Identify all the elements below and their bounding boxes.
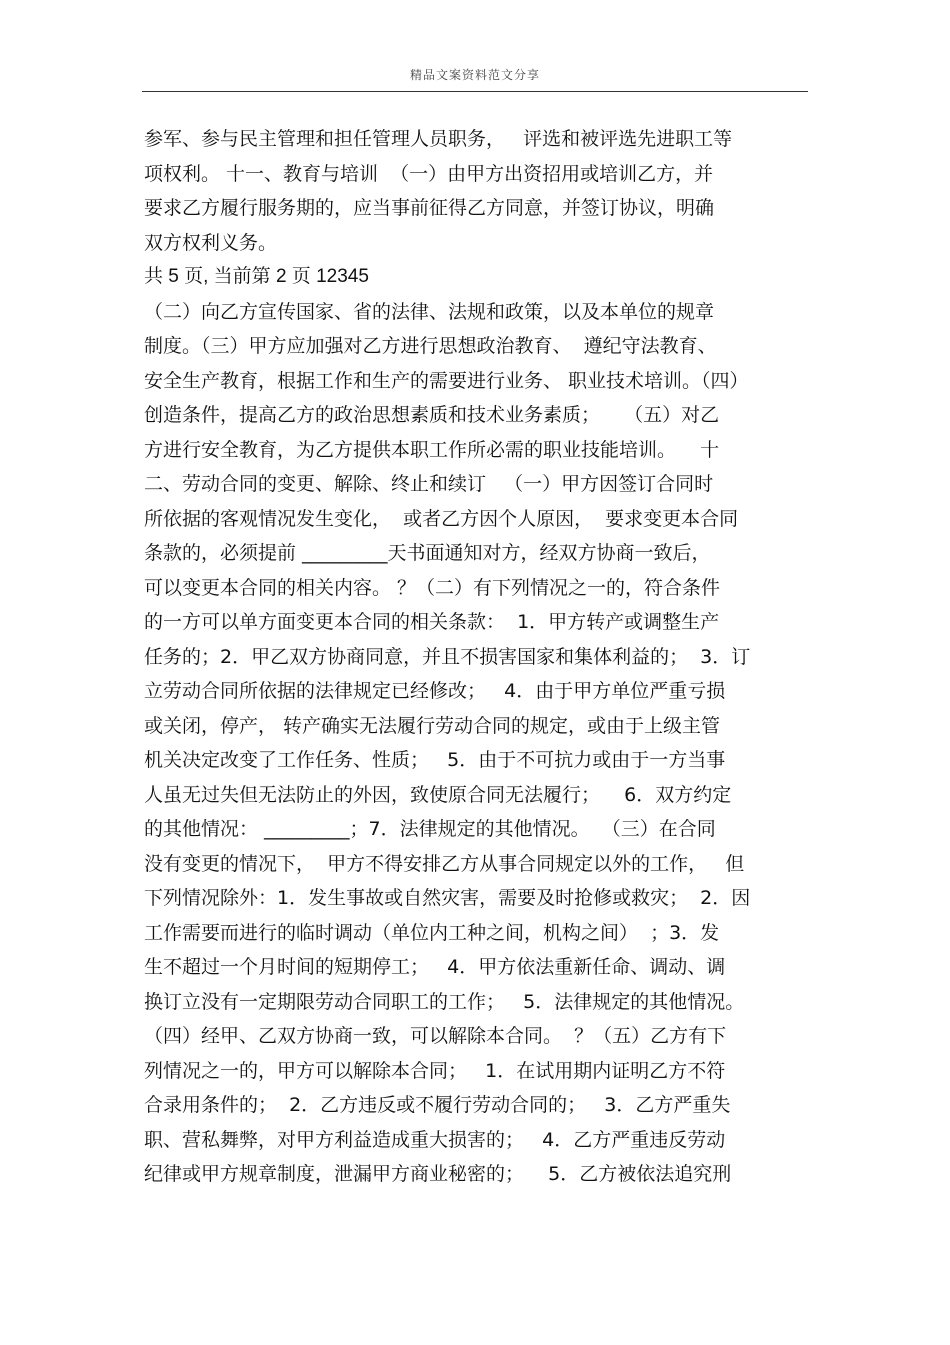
text-line: 要求乙方履行服务期的，应当事前征得乙方同意，并签订协议，明确 [144, 197, 715, 219]
text-line: 双方权利义务。 [144, 231, 278, 254]
text-line: 合录用条件的； 2．乙方违反或不履行劳动合同的； 3．乙方严重失 [144, 1094, 731, 1116]
text-line: 工作需要而进行的临时调动（单位内工种之间，机构之间） ；3．发 [144, 921, 720, 944]
page-header-title: 精品文案资料范文分享 [409, 68, 540, 82]
text-line: 没有变更的情况下， 甲方不得安排乙方从事合同规定以外的工作， 但 [144, 852, 745, 875]
text-line: 列情况之一的，甲方可以解除本合同； 1．在试用期内证明乙方不符 [144, 1059, 726, 1082]
text-line: 立劳动合同所依据的法律规定已经修改； 4．由于甲方单位严重亏损 [144, 680, 726, 702]
text-line: 生不超过一个月时间的短期停工； 4．甲方依法重新任命、调动、调 [144, 956, 726, 978]
text-line: 下列情况除外：1．发生事故或自然灾害，需要及时抢修或救灾； 2．因 [144, 887, 751, 909]
text-line: 所依据的客观情况发生变化， 或者乙方因个人原因， 要求变更本合同 [144, 507, 739, 530]
page-counter-line: 共 5 页, 当前第 2 页 12345 [144, 266, 369, 287]
text-line: （二）向乙方宣传国家、省的法律、法规和政策，以及本单位的规章 [144, 300, 715, 323]
text-line: 创造条件，提高乙方的政治思想素质和技术业务素质； （五）对乙 [144, 404, 720, 426]
text-line: 换订立没有一定期限劳动合同职工的工作； 5．法律规定的其他情况。 [144, 990, 745, 1013]
text-line: 机关决定改变了工作任务、性质； 5．由于不可抗力或由于一方当事 [144, 749, 726, 771]
text-line: 任务的；2．甲乙双方协商同意，并且不损害国家和集体利益的； 3．订 [144, 645, 751, 668]
text-line: （四）经甲、乙双方协商一致，可以解除本合同。 ？（五）乙方有下 [144, 1025, 727, 1047]
text-line: 二、劳动合同的变更、解除、终止和续订 （一）甲方因签订合同时 [144, 473, 714, 495]
text-line: 参军、参与民主管理和担任管理人员职务， 评选和被评选先进职工等 [144, 128, 733, 150]
text-line: 安全生产教育，根据工作和生产的需要进行业务、 职业技术培训。（四） [144, 369, 749, 392]
text-line: 可以变更本合同的相关内容。 ？（二）有下列情况之一的，符合条件 [144, 576, 721, 599]
text-line: 的其他情况： _________；7．法律规定的其他情况。 （三）在合同 [144, 818, 716, 840]
text-line: 的一方可以单方面变更本合同的相关条款： 1．甲方转产或调整生产 [144, 611, 720, 633]
text-line: 职、营私舞弊，对甲方利益造成重大损害的； 4．乙方严重违反劳动 [144, 1128, 726, 1151]
text-line: 纪律或甲方规章制度，泄漏甲方商业秘密的； 5．乙方被依法追究刑 [144, 1163, 732, 1185]
text-line: 人虽无过失但无法防止的外因，致使原合同无法履行； 6．双方约定 [144, 783, 732, 806]
header-divider [142, 91, 808, 92]
text-line: 制度。（三）甲方应加强对乙方进行思想政治教育、 遵纪守法教育、 [144, 335, 717, 357]
text-line: 项权利。 十一、教育与培训 （一）由甲方出资招用或培训乙方，并 [144, 162, 714, 185]
text-line: 条款的，必须提前 _________天书面通知对方，经双方协商一致后， [144, 542, 711, 564]
text-line: 方进行安全教育，为乙方提供本职工作所必需的职业技能培训。 十 [144, 438, 720, 461]
text-line: 或关闭，停产， 转产确实无法履行劳动合同的规定，或由于上级主管 [144, 714, 721, 737]
document-body [144, 122, 814, 1192]
